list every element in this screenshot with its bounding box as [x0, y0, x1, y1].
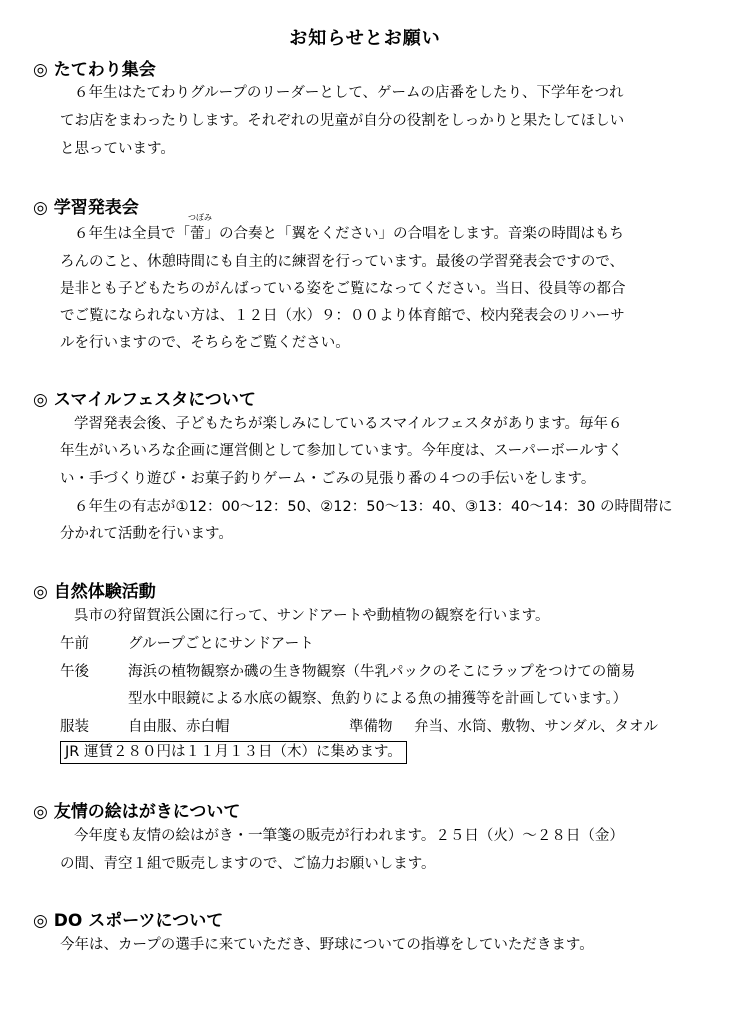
fukuso-text: 自由服、赤白帽 — [128, 719, 230, 735]
ruby-tsubomi — [188, 213, 212, 243]
gakushu-line-3: 是非とも子どもたちのがんばっている姿をご覧になってください。当日、役員等の都合 — [60, 281, 626, 297]
smile-line-4: ６年生の有志が①12：00～12：50、②12：50～13：40、③13：40～14：30 の時間帯に — [74, 499, 673, 515]
heading-do-sports: ◎ DO スポーツについて — [33, 911, 224, 931]
gogo-text-1: 海浜の植物観察か磯の生き物観察（牛乳パックのそこにラップをつけての簡易 — [128, 664, 636, 680]
ruby-reading: つぼみ — [188, 213, 212, 222]
shizen-intro: 呉市の狩留賀浜公園に行って、サンドアートや動植物の観察を行います。 — [74, 608, 550, 624]
gozen-label: 午前 — [60, 636, 89, 652]
gakushu-line-1-post: 」の合奏と「翼をください」の合唱をします。音楽の時間はもち — [204, 226, 624, 242]
smile-line-5: 分かれて活動を行います。 — [60, 526, 233, 542]
junbi-text: 弁当、水筒、敷物、サンダル、タオル — [414, 719, 659, 735]
gozen-text: グループごとにサンドアート — [128, 636, 314, 652]
gogo-text-2: 型水中眼鏡による水底の観察、魚釣りによる魚の捕獲等を計画しています。） — [128, 691, 628, 707]
gogo-label: 午後 — [60, 664, 89, 680]
heading-yujo: ◎ 友情の絵はがきについて — [33, 802, 241, 822]
gakushu-line-1-pre: ６年生は全員で「 — [74, 226, 190, 242]
page-title: お知らせとお願い — [289, 28, 441, 49]
smile-line-1: 学習発表会後、子どもたちが楽しみにしているスマイルフェスタがあります。毎年６ — [74, 416, 623, 432]
tatewari-line-3: と思っています。 — [60, 141, 175, 157]
heading-smile: ◎ スマイルフェスタについて — [33, 390, 256, 410]
fare-notice-box: JR 運賃２８０円は１１月１３日（木）に集めます。 — [60, 741, 407, 764]
smile-line-2: 年生がいろいろな企画に運営側として参加しています。今年度は、スーパーボールすく — [60, 443, 623, 459]
do-sports-line-1: 今年は、カープの選手に来ていただき、野球についての指導をしていただきます。 — [60, 937, 594, 953]
heading-gakushu: ◎ 学習発表会 — [33, 198, 139, 218]
gakushu-line-4: でご覧になられない方は、１２日（水）９：００より体育館で、校内発表会のリハーサ — [60, 308, 625, 324]
smile-line-3: い・手づくり遊び・お菓子釣りゲーム・ごみの見張り番の４つの手伝いをします。 — [60, 471, 596, 487]
heading-tatewari: ◎ たてわり集会 — [33, 60, 156, 80]
yujo-line-1: 今年度も友情の絵はがき・一筆箋の販売が行われます。２５日（火）～２８日（金） — [74, 828, 624, 844]
junbi-label: 準備物 — [349, 719, 393, 735]
ruby-base: 蕾 — [190, 226, 205, 242]
gakushu-line-2: ろんのこと、休憩時間にも自主的に練習を行っています。最後の学習発表会ですので、 — [60, 254, 625, 270]
tatewari-line-2: てお店をまわったりします。それぞれの児童が自分の役割をしっかりと果たしてほしい — [60, 113, 625, 129]
heading-shizen: ◎ 自然体験活動 — [33, 582, 156, 602]
gakushu-line-5: ルを行いますので、そちらをご覧ください。 — [60, 335, 350, 351]
tatewari-line-1: ６年生はたてわりグループのリーダーとして、ゲームの店番をしたり、下学年をつれ — [74, 85, 624, 101]
fukuso-label: 服装 — [60, 719, 89, 735]
gakushu-line-1 — [74, 213, 624, 243]
yujo-line-2: の間、青空１組で販売しますので、ご協力お願いします。 — [60, 856, 436, 872]
